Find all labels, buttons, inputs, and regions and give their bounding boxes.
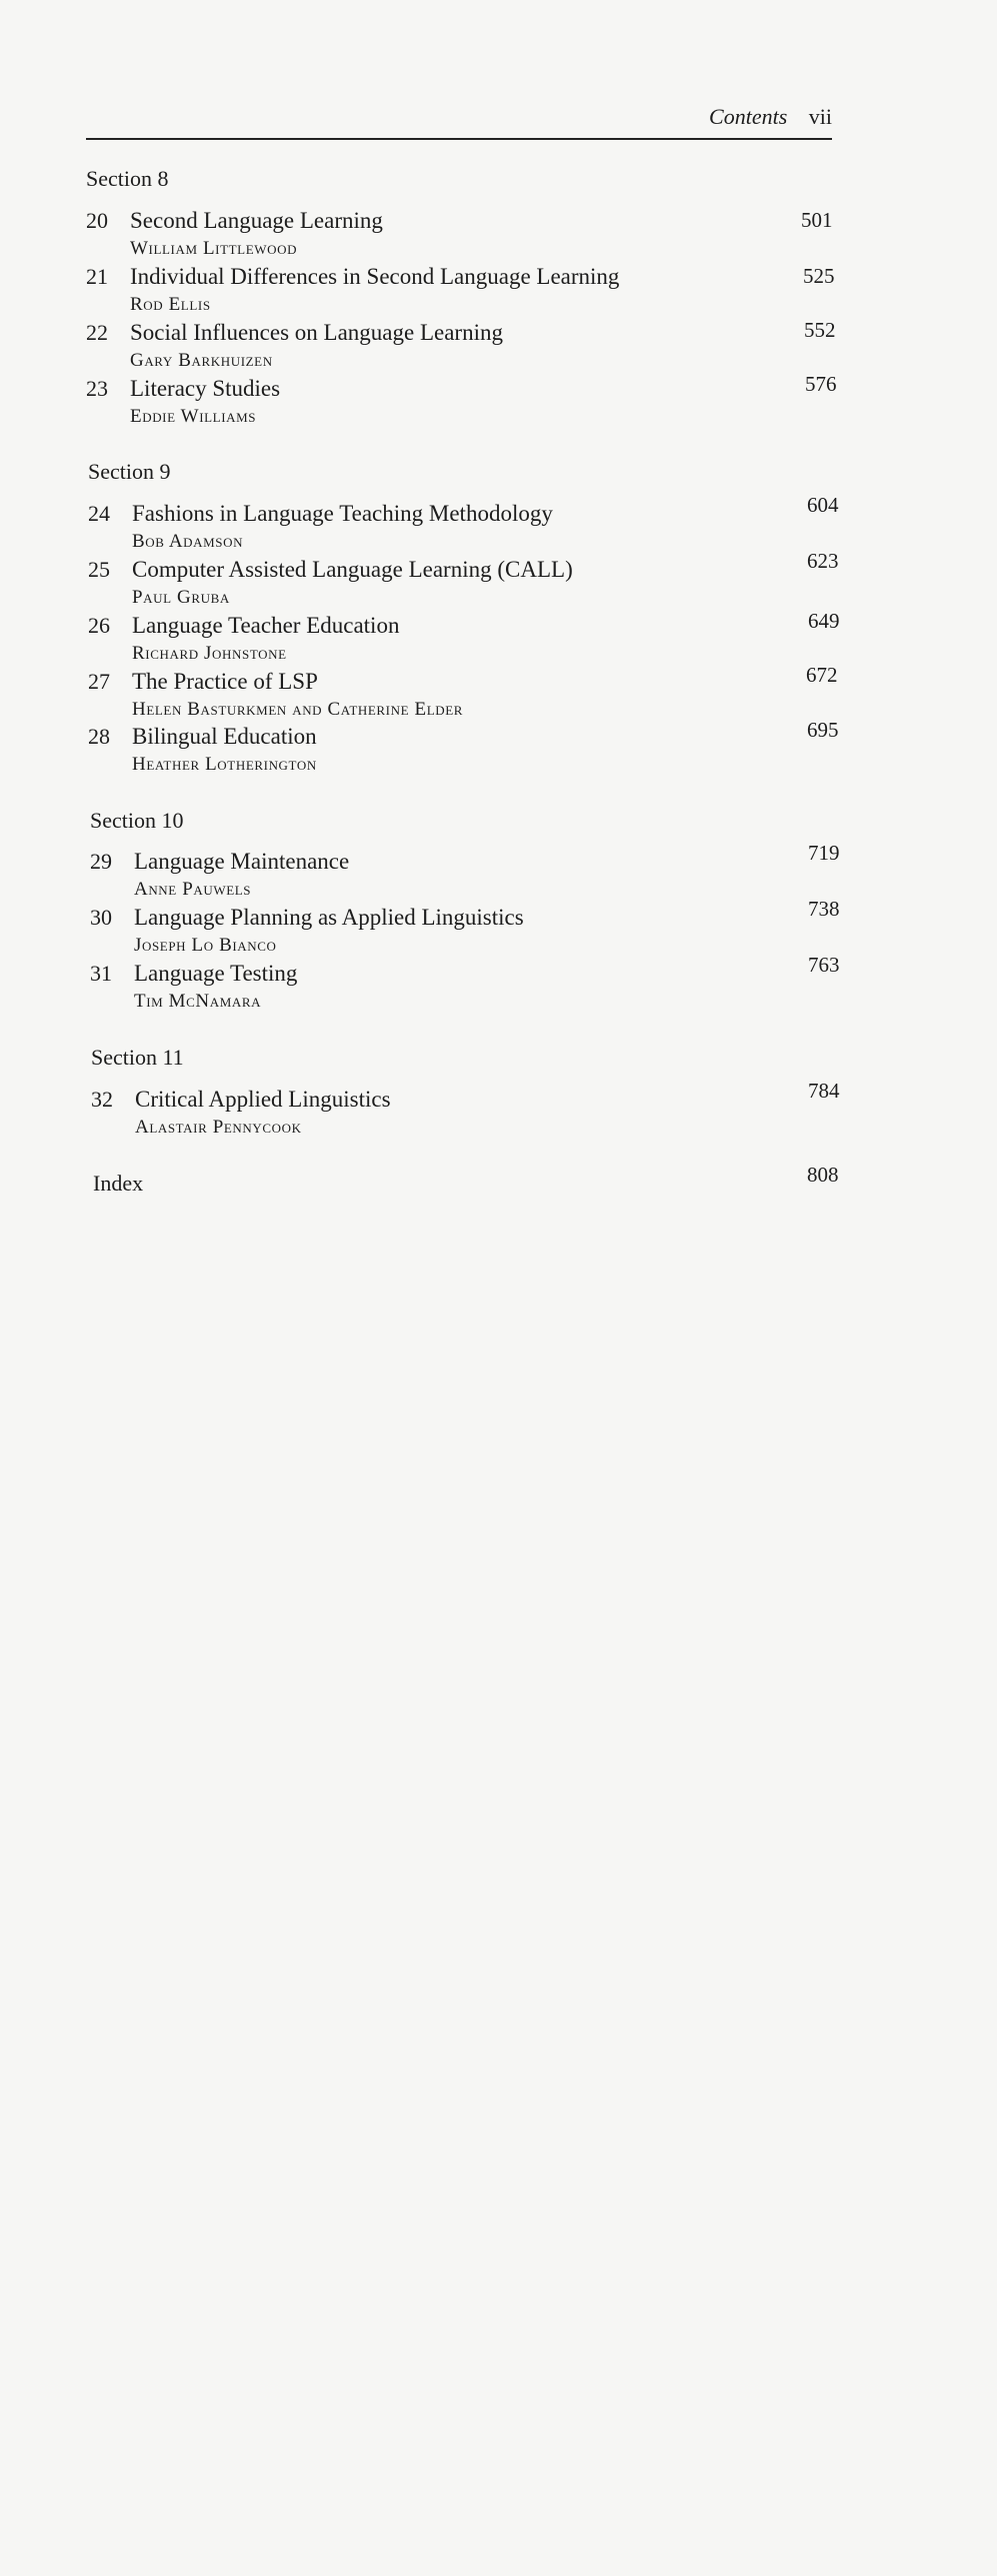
toc-entry: [88, 609, 848, 669]
toc-entry: [88, 718, 848, 780]
header-page-number: vii: [808, 104, 832, 129]
chapter-page: 604: [807, 493, 839, 517]
chapter-page: 763: [808, 953, 840, 977]
chapter-title: Critical Applied Linguistics: [135, 1087, 391, 1112]
chapter-author: Tim McNamara: [134, 991, 262, 1012]
chapter-author: Heather Lotherington: [132, 754, 317, 775]
chapter-title: Literacy Studies: [130, 376, 281, 401]
chapter-page: 623: [807, 549, 839, 573]
chapter-title: Computer Assisted Language Learning (CALL): [132, 557, 573, 582]
chapter-author: Eddie Williams: [130, 406, 257, 427]
chapter-page: 719: [808, 841, 840, 865]
chapter-page: 738: [808, 897, 840, 921]
running-header: [86, 104, 832, 130]
chapter-author: Joseph Lo Bianco: [134, 935, 277, 956]
toc-entry: [86, 372, 846, 432]
toc-entry: [90, 953, 850, 1017]
chapter-title: Individual Differences in Second Language Learning: [130, 264, 620, 289]
chapter-title: Language Testing: [134, 961, 298, 986]
section-heading: Section 10: [90, 808, 184, 833]
header-rule: [86, 138, 832, 140]
toc-entry: [91, 1079, 851, 1143]
chapter-author: Bob Adamson: [132, 531, 244, 552]
chapter-number: 20: [86, 208, 108, 233]
section-heading: Section 9: [88, 459, 171, 484]
chapter-author: Alastair Pennycook: [135, 1117, 302, 1138]
chapter-number: 26: [88, 613, 110, 638]
chapter-page: 576: [805, 372, 837, 396]
chapter-page: 649: [808, 609, 840, 633]
chapter-page: 525: [803, 264, 835, 288]
chapter-number: 24: [88, 501, 110, 526]
toc-entry: [86, 320, 846, 376]
toc-entry: [88, 493, 848, 557]
chapter-title: Bilingual Education: [132, 724, 317, 749]
toc-entry: [90, 841, 850, 905]
chapter-number: 25: [88, 557, 110, 582]
section-heading: Section 11: [91, 1045, 184, 1070]
chapter-author: Gary Barkhuizen: [130, 350, 273, 371]
chapter-title: Language Teacher Education: [132, 613, 400, 638]
chapter-number: 32: [91, 1087, 113, 1112]
chapter-author: William Littlewood: [130, 238, 298, 259]
chapter-author: Rod Ellis: [130, 294, 211, 315]
chapter-number: 22: [86, 320, 108, 345]
toc-entry: [88, 663, 848, 725]
chapter-author: Richard Johnstone: [132, 643, 287, 664]
chapter-number: 30: [90, 905, 112, 930]
chapter-author: Anne Pauwels: [134, 879, 252, 900]
chapter-title: Social Influences on Language Learning: [130, 320, 503, 345]
chapter-number: 28: [88, 724, 110, 749]
chapter-page: 672: [806, 663, 838, 687]
toc-entry: [90, 897, 850, 961]
chapter-page: 501: [801, 208, 833, 232]
chapter-number: 23: [86, 376, 108, 401]
toc-entry: [86, 208, 846, 264]
toc-entry: [86, 264, 846, 320]
toc-entry: [88, 549, 848, 613]
chapter-page: 695: [807, 718, 839, 742]
header-title: Contents: [709, 104, 788, 129]
chapter-title: Fashions in Language Teaching Methodology: [132, 501, 553, 526]
section-heading: Section 8: [86, 166, 169, 191]
chapter-title: Second Language Learning: [130, 208, 383, 233]
index-page-number: 808: [807, 1163, 839, 1187]
chapter-title: Language Planning as Applied Linguistics: [134, 905, 524, 930]
chapter-page: 552: [804, 318, 836, 342]
chapter-number: 31: [90, 961, 112, 986]
chapter-author: Paul Gruba: [132, 587, 230, 608]
chapter-number: 21: [86, 264, 108, 289]
chapter-title: Language Maintenance: [134, 849, 350, 874]
chapter-author: Helen Basturkmen and Catherine Elder: [132, 699, 464, 720]
chapter-number: 27: [88, 669, 110, 694]
index-label: Index: [93, 1171, 144, 1196]
chapter-title: The Practice of LSP: [132, 669, 318, 694]
chapter-page: 784: [808, 1079, 840, 1103]
chapter-number: 29: [90, 849, 112, 874]
